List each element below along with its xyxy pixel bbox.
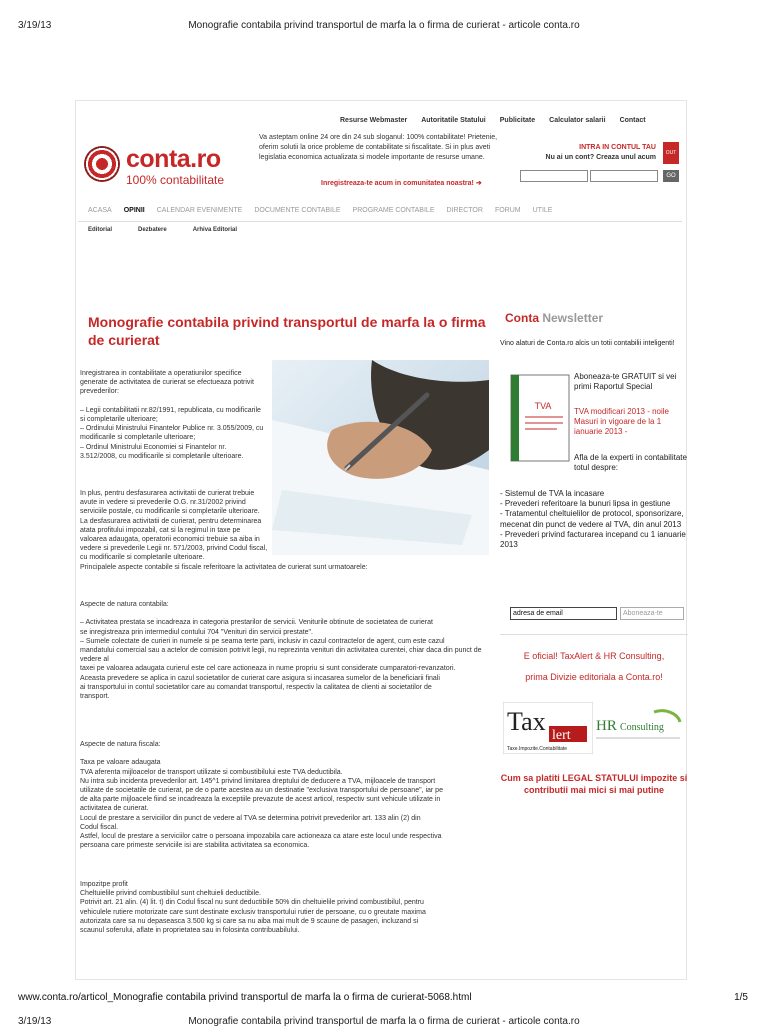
newsletter-subscribe-text: Aboneaza-te GRATUIT si vei primi Raportul Special — [574, 372, 677, 391]
newsletter-heading — [505, 311, 603, 325]
list-item: - Sistemul de TVA la incasare — [500, 489, 605, 498]
topnav-autoritati[interactable]: Autoritatile Statului — [421, 117, 486, 124]
site-logo[interactable] — [84, 143, 249, 193]
password-input[interactable] — [590, 170, 658, 182]
topnav-resurse[interactable]: Resurse Webmaster — [340, 117, 408, 124]
svg-text:Tax: Tax — [507, 707, 546, 736]
topnav-contact[interactable]: Contact — [619, 117, 646, 124]
article-paragraph-2: In plus, pentru desfasurarea activitatii de curierat trebuie avute in vedere si prevederile O.G. nr.31/2002 privind serviciile postale, cu modificarile si completarile ulterioare. La desfasurarea activitatii de curierat, pentru determinarea atata profitului impozabil, cat si la regimul in taxe pe valoarea adaugata, operatorii economici trebuie sa aiba in vedere si prevederile Legii nr. 571/2003, privind Codul fiscal, cu modificarile si completarile ulterioare. Principalele aspecte contabile si fiscale referitoare la activitatea de curierat sunt urmatoarele: — [80, 490, 368, 571]
taxalert-logo[interactable] — [503, 702, 593, 754]
report-experts: Afla de la experti in contabilitate totul despre: — [574, 453, 687, 472]
subnav-dezbatere[interactable]: Dezbatere — [138, 227, 167, 233]
go-button[interactable]: GO — [663, 170, 679, 182]
logo-name: conta.ro — [126, 145, 221, 173]
list-item: - Prevederi privind facturarea incepand cu 1 ianuarie 2013 — [500, 529, 686, 550]
nav-documente[interactable]: DOCUMENTE CONTABILE — [254, 207, 341, 214]
print-title: Monografie contabila privind transportul de marfa la o firma de curierat - articole conta.ro — [188, 20, 580, 31]
create-account-link[interactable]: Nu ai un cont? Creaza unul acum — [545, 154, 656, 161]
article-title: Monografie contabila privind transportul de marfa la o firma de curierat — [88, 314, 486, 348]
svg-text:HR: HR — [596, 718, 617, 734]
print-url: www.conta.ro/articol_Monografie contabila privind transportul de marfa la o firma de curierat-5068.html — [18, 992, 472, 1003]
topnav-calculator[interactable]: Calculator salarii — [549, 117, 606, 124]
svg-text:TVA: TVA — [534, 401, 552, 411]
partner-announcement-2: prima Divizie editoriala a Conta.ro! — [525, 672, 663, 682]
nav-utile[interactable]: UTILE — [532, 207, 553, 214]
nav-divider — [78, 221, 682, 222]
target-icon — [84, 146, 120, 182]
newsletter-email-input[interactable]: adresa de email — [510, 607, 617, 620]
print-header-next — [0, 1016, 768, 1034]
nav-calendar[interactable]: CALENDAR EVENIMENTE — [156, 207, 243, 214]
login-button[interactable]: OUT — [663, 142, 679, 164]
print-title: Monografie contabila privind transportul de marfa la o firma de curierat - articole conta.ro — [188, 1016, 580, 1027]
article-paragraph-4: Aspecte de natura fiscala: Taxa pe valoare adaugata TVA aferenta mijloacelor de transport utilizate si combustibilului este TVA deductibila. Nu intra sub incidenta prevederilor art. 145^1 privind limitarea dreptului de deducere a TVA, mijloacele de transport utilizate de societatile de curierat, pe de o parte acestea au un destinatie "exclusiva transportului de persoane", iar pe de alta parte mijloacele fiind se incadreaza la exceptiile prevazute de acest articol, respectiv sunt vehicule utilizate in activitatea de curierat. Locul de prestare a serviciilor din punct de vedere al TVA se determina potrivit prevederilor art. 133 alin (2) din Codul fiscal. Astfel, locul de prestare a serviciilor catre o persoana impozabila care actioneaza ca atare este locul unde respectiva persoana care primeste serviciile isi are stabilita activitatea sa economica. — [80, 741, 443, 850]
article-paragraph-5: Impozitpe profit Cheltuielile privind combustibilul sunt cheltuieli deductibile. Potrivit art. 21 alin. (4) lit. t) din Codul fiscal nu sunt deductibile 50% din cheltuielile privind combustibilul, pentru vehiculele rutiere motorizate care sunt destinate exclusiv transportului rutier de persoane, cu o greutate maxima autorizata care sa nu depaseasca 3.500 kg si care sa nu aiba mai mult de 9 scaune de pasageri, incluzand si scaunul soferului, aflate in proprietatea sau in folosinta contribuabilului. — [80, 881, 426, 935]
newsletter-heading-b: Newsletter — [542, 311, 604, 325]
list-item: - Prevederi referitoare la bunuri lipsa in gestiune — [500, 499, 671, 509]
print-date: 3/19/13 — [18, 20, 52, 31]
article-paragraph-1: Inregistrarea in contabilitate a operatiunilor specifice generate de activitatea de curierat se efectueaza potrivit prevederilor: – Legii contabilitatii nr.82/1991, republicata, cu modificarile si completarile ulterioare; – Ordinului Ministrului Finantelor Publice nr. 3.055/2009, cu modificarile si completarile ulterioare; – Ordinul Ministrului Economiei si Finantelor nr. 3.512/2008, cu modificarile si completarile ulterioare. — [80, 370, 264, 460]
svg-text:lert: lert — [552, 728, 571, 743]
svg-text:Consulting: Consulting — [620, 722, 664, 733]
report-topics — [500, 489, 688, 550]
print-page-number: 1/5 — [734, 992, 748, 1003]
print-header — [0, 20, 768, 38]
partner-announcement-1: E oficial! TaxAlert & HR Consulting, — [523, 651, 665, 661]
signup-link[interactable]: Inregistreaza-te acum in comunitatea noastra! ➔ — [321, 180, 482, 187]
report-book-image — [505, 373, 575, 463]
newsletter-subscribe-button[interactable]: Aboneaza-te — [620, 607, 684, 620]
sub-nav — [88, 227, 237, 233]
article-paragraph-3: Aspecte de natura contabila: – Activitatea prestata se incadreaza in categoria prestarilor de servicii. Veniturile obtinute de societatea de curierat se inregistreaza prin intermediul contului 704 "Venituri din servicii prestate". – Sumele colectate de curieri in numele si pe seama terte parti, inclusiv in cazul contractelor de agent, cum este cazul mandatului comercial sau a actelor de comision potrivit legii, nu reprezinta venituri din activitatea curentei, chiar daca din punct de vedere al taxei pe valoarea adaugata curierul este cel care actioneaza in nume propriu si sunt considerate cumparatori-revanzatori. Aceasta prevedere se aplica in cazul societatilor de curierat care asigura si incasarea sumelor de la beneficiarii finali ai transportului in contul societatilor care au comandat transportul, respectiv la calitatea de clienti ai societatilor de transport. — [80, 601, 482, 701]
newsletter-heading-a: Conta — [505, 311, 539, 325]
sidebar-divider — [500, 634, 688, 635]
promo-link[interactable]: Cum sa platiti LEGAL STATULUI impozite si contributii mai mici si mai putine — [500, 773, 688, 795]
subnav-arhiva[interactable]: Arhiva Editorial — [192, 227, 238, 233]
svg-text:Taxe.Impozite.Contabilitate: Taxe.Impozite.Contabilitate — [507, 746, 568, 752]
subnav-editorial[interactable]: Editorial — [88, 227, 113, 233]
logo-tagline: 100% contabilitate — [126, 173, 225, 187]
topnav-publicitate[interactable]: Publicitate — [499, 117, 536, 124]
nav-programe[interactable]: PROGRAME CONTABILE — [352, 207, 435, 214]
nav-acasa[interactable]: ACASA — [88, 207, 112, 214]
newsletter-intro: Vino alaturi de Conta.ro alcis un totii contabilii inteligenti! — [500, 340, 675, 347]
print-date: 3/19/13 — [18, 1016, 52, 1027]
top-nav — [340, 117, 646, 124]
list-item: - Tratamentul cheltuielilor de protocol, sponsorizare, mecenat din punct de vedere al TVA, din anul 2013 — [500, 509, 684, 529]
hr-consulting-logo[interactable] — [594, 708, 684, 744]
main-nav — [88, 207, 552, 214]
nav-director[interactable]: DIRECTOR — [446, 207, 483, 214]
login-title: INTRA IN CONTUL TAU — [579, 144, 656, 151]
nav-opinii[interactable]: OPINII — [123, 207, 145, 214]
username-input[interactable] — [520, 170, 588, 182]
report-title: TVA modificari 2013 - noile Masuri in vigoare de la 1 ianuarie 2013 - — [574, 407, 670, 436]
nav-forum[interactable]: FORUM — [494, 207, 521, 214]
site-slogan: Va asteptam online 24 ore din 24 sub sloganul: 100% contabilitate! Prietenie, oferim solutii la orice probleme de contabilitate si fiscalitate. Si in plus aveti legislatia economica actualizata si modele importante de resurse umane. — [259, 134, 498, 161]
